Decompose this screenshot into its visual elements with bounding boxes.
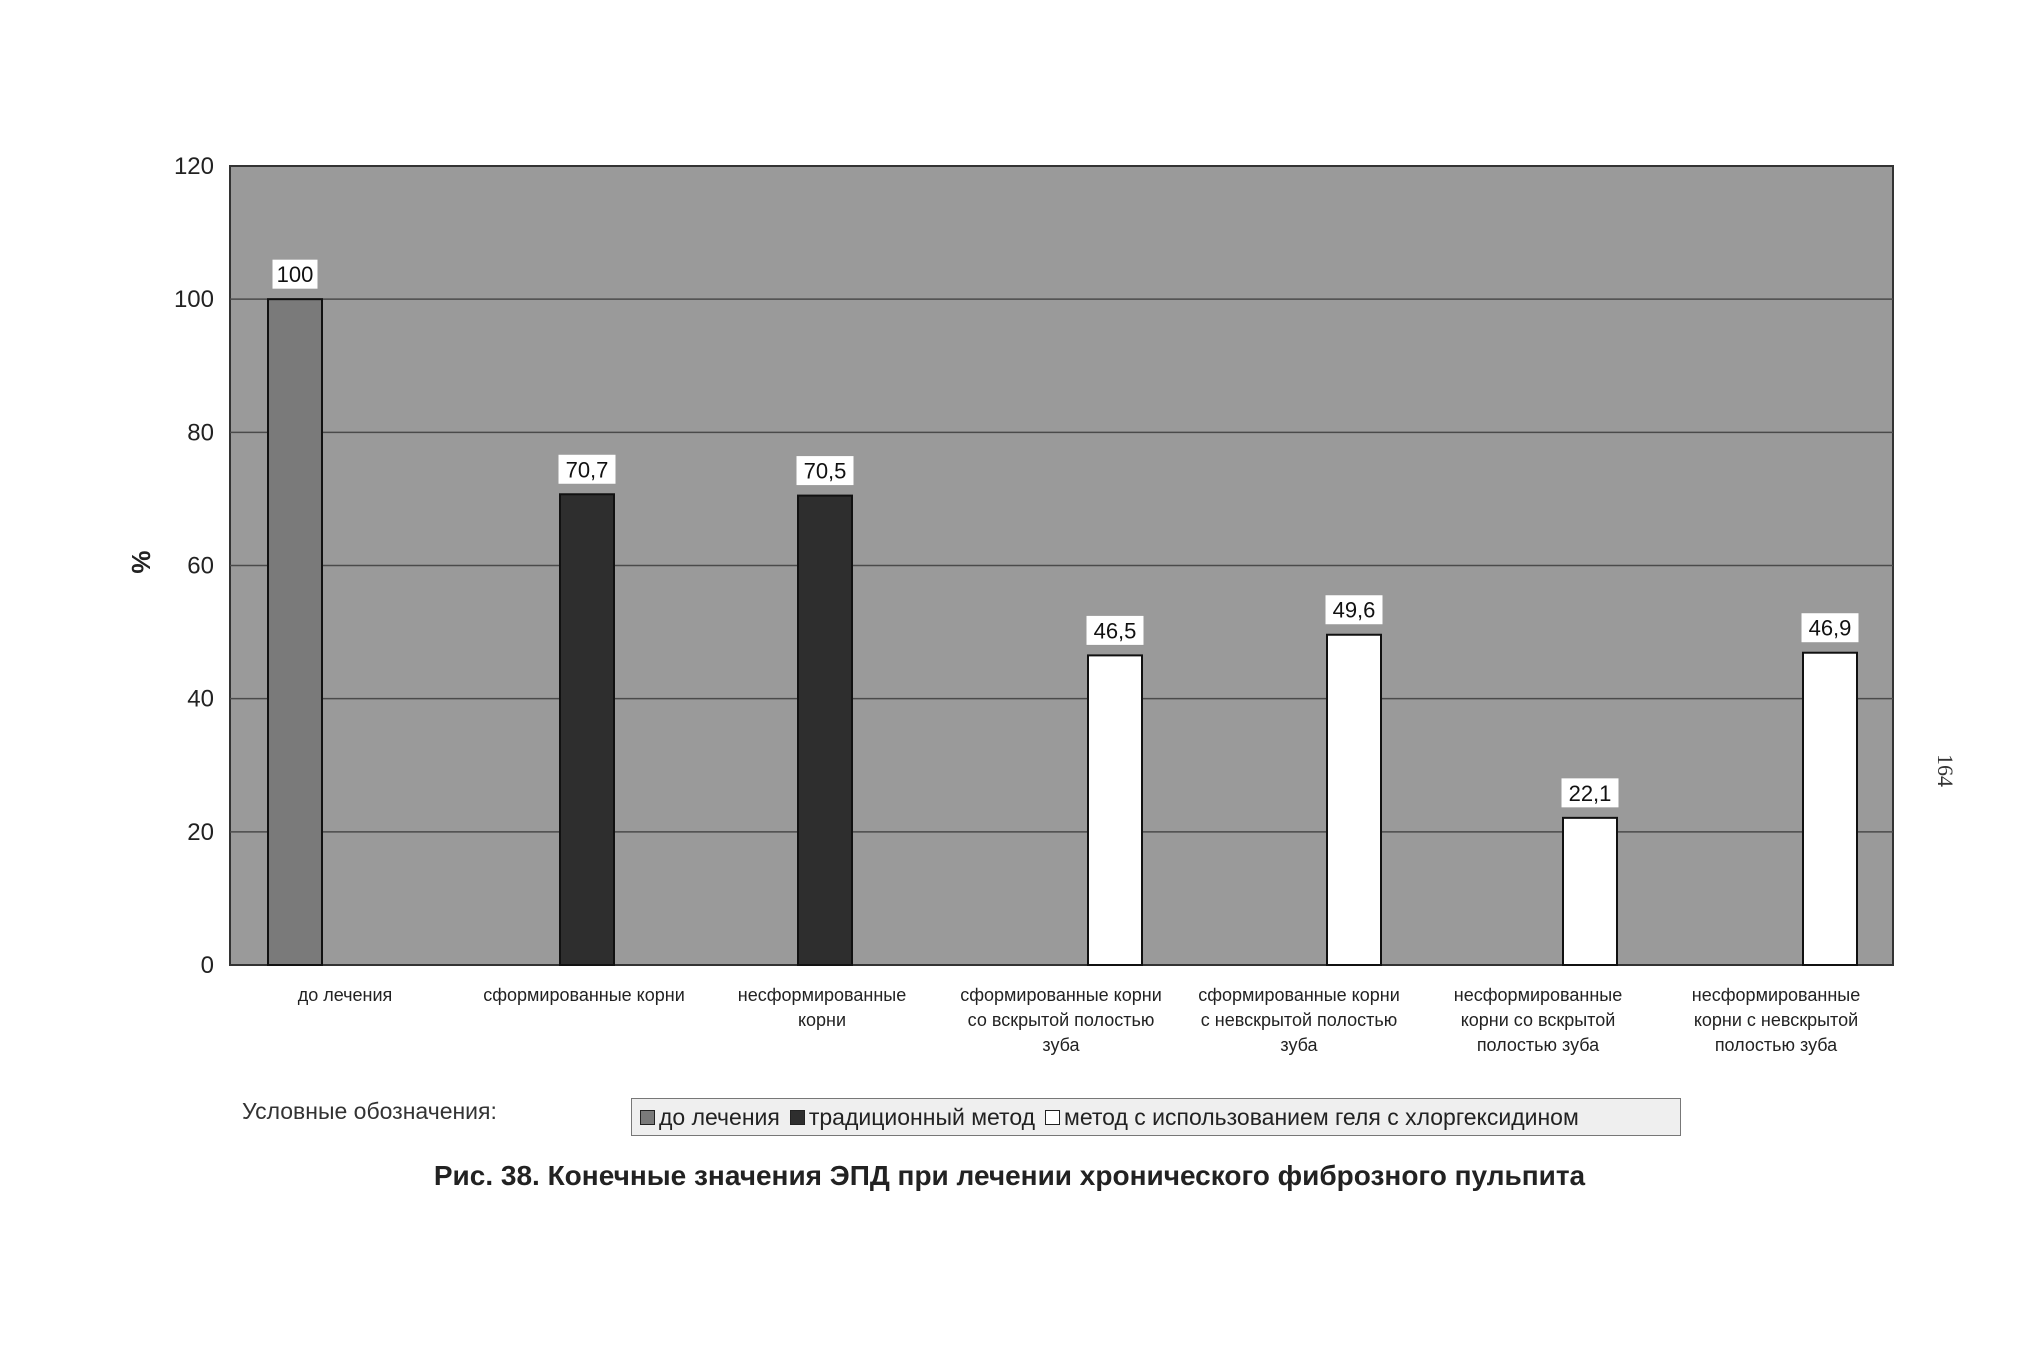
legend-title: Условные обозначения:	[242, 1098, 497, 1124]
legend-item-gel-method	[1045, 1104, 1579, 1131]
legend	[631, 1098, 1681, 1136]
y-tick-label: 20	[187, 818, 214, 846]
category-label: полостью зуба	[1714, 1035, 1838, 1055]
legend-swatch-traditional-method	[790, 1110, 805, 1125]
y-tick-label: 0	[200, 952, 214, 979]
bar	[1327, 635, 1381, 965]
data-label: 22,1	[1568, 780, 1612, 806]
y-tick-label: 120	[173, 153, 214, 180]
category-label: сформированные корни	[1198, 985, 1400, 1005]
page-number: 164	[1933, 754, 1958, 787]
category-label: до лечения	[297, 985, 393, 1005]
data-label: 70,7	[565, 457, 609, 483]
y-tick-label: 100	[173, 286, 214, 314]
category-label: со вскрытой полостью	[967, 1010, 1155, 1030]
category-label: сформированные корни	[960, 985, 1162, 1005]
category-label: полостью зуба	[1476, 1035, 1600, 1055]
category-label: корни с невскрытой	[1693, 1010, 1859, 1030]
legend-label-gel-method: метод с использованием геля с хлоргексидином	[1064, 1103, 1579, 1130]
category-label: зуба	[1042, 1035, 1080, 1055]
data-label: 46,5	[1093, 618, 1137, 644]
bar	[1563, 818, 1617, 965]
category-label: корни	[797, 1010, 847, 1030]
data-label: 100	[276, 262, 314, 288]
category-label: несформированные	[1453, 985, 1623, 1005]
category-label: зуба	[1280, 1035, 1318, 1055]
category-label: корни со вскрытой	[1460, 1010, 1616, 1030]
y-axis-label: %	[126, 550, 156, 574]
bar	[798, 496, 852, 965]
category-label: с невскрытой полостью	[1200, 1010, 1398, 1030]
data-label: 70,5	[803, 458, 847, 484]
legend-item-before-treatment	[640, 1104, 780, 1131]
y-tick-label: 60	[187, 552, 214, 580]
figure-caption: Рис. 38. Конечные значения ЭПД при лечении хронического фиброзного пульпита	[433, 1160, 1586, 1191]
category-label: несформированные	[1691, 985, 1861, 1005]
legend-label-traditional-method: традиционный метод	[808, 1103, 1036, 1130]
legend-item-traditional-method	[790, 1104, 1035, 1131]
bar	[1088, 655, 1142, 965]
bar	[1803, 653, 1857, 965]
legend-label-before-treatment: до лечения	[659, 1103, 780, 1130]
bar	[268, 299, 322, 965]
legend-swatch-gel-method	[1045, 1110, 1060, 1125]
data-label: 46,9	[1808, 615, 1852, 641]
category-label: сформированные корни	[483, 985, 685, 1005]
y-tick-label: 40	[187, 685, 214, 713]
bar	[560, 494, 614, 965]
legend-swatch-before-treatment	[640, 1110, 655, 1125]
category-label: несформированные	[737, 985, 907, 1005]
data-label: 49,6	[1332, 597, 1376, 623]
y-tick-label: 80	[187, 419, 214, 447]
